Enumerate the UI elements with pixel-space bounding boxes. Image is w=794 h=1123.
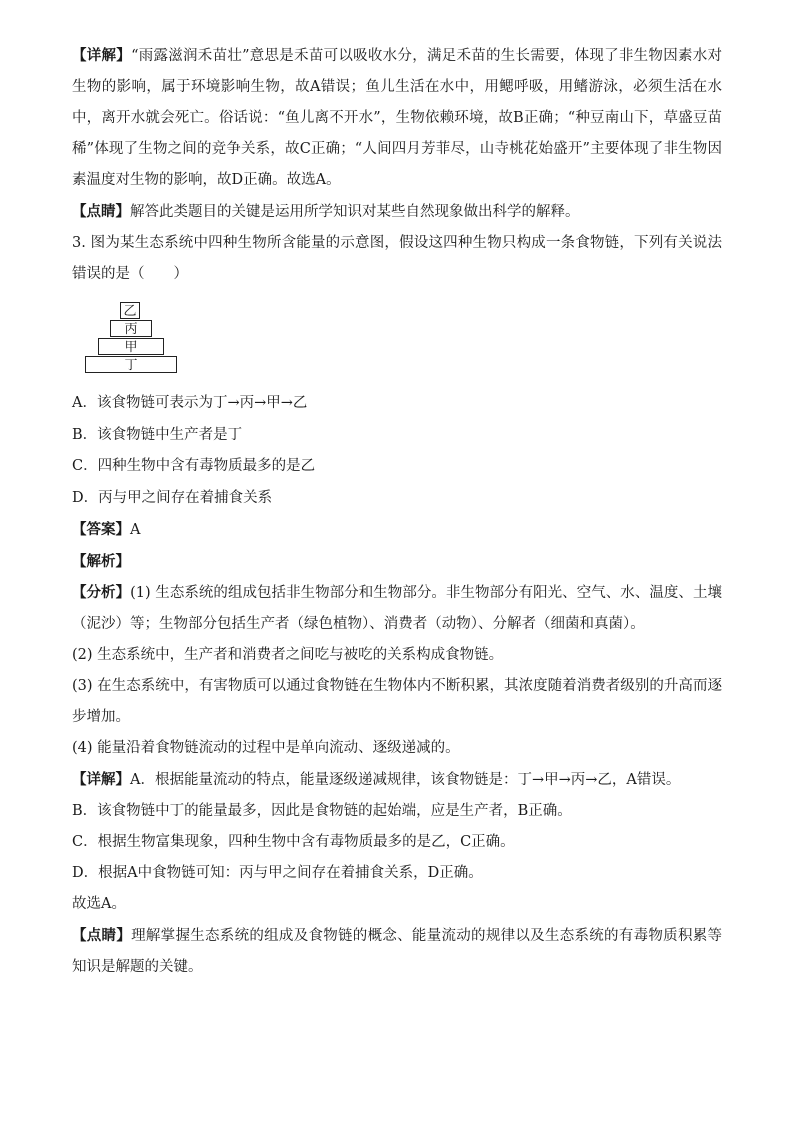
summary-paragraph <box>72 920 722 983</box>
option-a: A．该食物链可表示为丁→丙→甲→乙 <box>72 395 308 411</box>
answer-label: 【答案】 <box>72 521 130 538</box>
tip-text: 解答此类题目的关键是运用所学知识对某些自然现象做出科学的解释。 <box>130 204 580 220</box>
option-d: D．丙与甲之间存在着捕食关系 <box>72 489 273 506</box>
detail2-label: 【详解】 <box>72 771 130 788</box>
question-text: 图为某生态系统中四种生物所含能量的示意图，假设这四种生物只构成一条食物链，下列有关说法错误的是（ ） <box>72 235 722 282</box>
analysis-label: 【分析】 <box>72 584 131 601</box>
detail-label: 【详解】 <box>72 47 132 64</box>
tip-paragraph-1 <box>72 196 722 228</box>
tip-label: 【点睛】 <box>72 203 130 220</box>
detail2-line-5: 故选A。 <box>72 896 126 912</box>
analysis-item-4: (4) 能量沿着食物链流动的过程中是单向流动、逐级递减的。 <box>72 740 460 756</box>
pyramid-tier-bing: 丙 <box>110 320 152 337</box>
detail-text: “雨露滋润禾苗壮”意思是禾苗可以吸收水分，满足禾苗的生长需要，体现了非生物因素水对生物的影响，属于环境影响生物，故A错误；鱼儿生活在水中，用鳃呼吸，用鳍游泳，必须生活在水中，离开水就会死亡。俗话说：“鱼儿离不开水”，生物依赖环境，故B正确；“种豆南山下，草盛豆苗稀”体现了生物之间的竞争关系，故C正确；“人间四月芳菲尽，山寺桃花始盛开”主要体现了非生物因素温度对生物的影响，故D正确。故选A。 <box>72 48 722 188</box>
question-number: 3. <box>72 235 86 251</box>
pyramid-tier-jia: 甲 <box>98 338 164 355</box>
detail2-line-2: B．该食物链中丁的能量最多，因此是食物链的起始端，应是生产者，B正确。 <box>72 803 572 819</box>
analysis-item-2: (2) 生态系统中，生产者和消费者之间吃与被吃的关系构成食物链。 <box>72 647 504 663</box>
answer-value: A <box>130 522 141 538</box>
analysis-title: 【解析】 <box>72 553 130 570</box>
detail2-text-1: A．根据能量流动的特点，能量逐级递减规律，该食物链是：丁→甲→丙→乙，A错误。 <box>130 772 681 788</box>
summary-label: 【点睛】 <box>72 927 132 944</box>
analysis-item-3: (3) 在生态系统中，有害物质可以通过食物链在生物体内不断积累，其浓度随着消费者级别的升高而逐步增加。 <box>72 678 722 725</box>
analysis-text-1: (1) 生态系统的组成包括非生物部分和生物部分。非生物部分有阳光、空气、水、温度、土壤（泥沙）等；生物部分包括生产者（绿色植物）、消费者（动物）、分解者（细菌和真菌）。 <box>72 585 722 632</box>
detail-paragraph-1 <box>72 40 722 196</box>
answer-line <box>72 514 722 546</box>
energy-pyramid <box>98 302 208 380</box>
question-stem <box>72 228 722 290</box>
pyramid-tier-yi: 乙 <box>120 302 140 319</box>
summary-text: 理解掌握生态系统的组成及食物链的概念、能量流动的规律以及生态系统的有毒物质积累等知识是解题的关键。 <box>72 928 723 975</box>
pyramid-tier-ding: 丁 <box>85 356 177 373</box>
detail2-line-4: D．根据A中食物链可知：丙与甲之间存在着捕食关系，D正确。 <box>72 865 483 881</box>
detail2-line-1 <box>72 764 722 796</box>
option-b: B．该食物链中生产者是丁 <box>72 426 243 443</box>
option-c: C．四种生物中含有毒物质最多的是乙 <box>72 458 316 474</box>
document-content <box>72 40 722 983</box>
analysis-item-1 <box>72 577 722 640</box>
detail2-line-3: C．根据生物富集现象，四种生物中含有毒物质最多的是乙，C正确。 <box>72 834 515 850</box>
